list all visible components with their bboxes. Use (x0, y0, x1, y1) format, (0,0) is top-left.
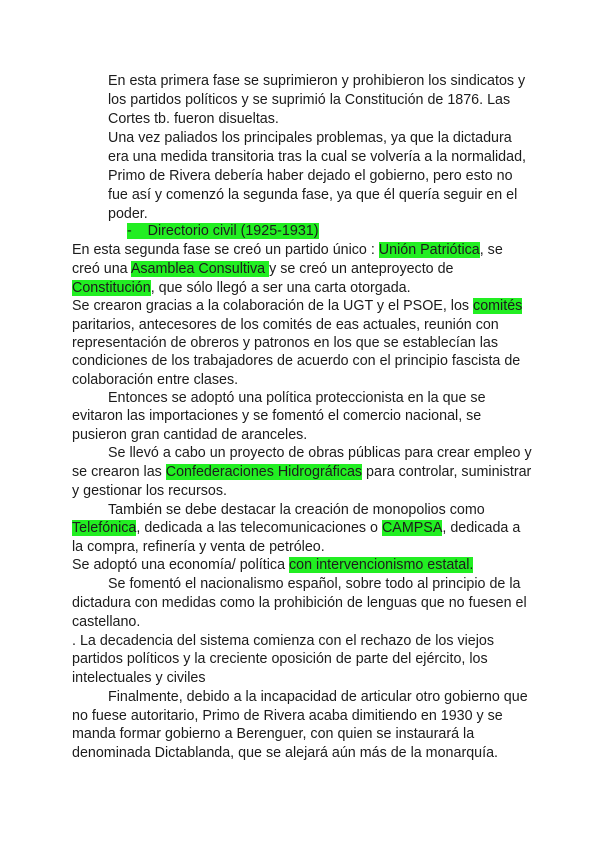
text-line (72, 556, 473, 575)
highlighted-text: CAMPSA (381, 520, 443, 536)
text-segment: . La decadencia del sistema comienza con el rechazo de los viejos (72, 633, 494, 649)
text-segment: , se (479, 242, 503, 258)
text-segment: fue así y comenzó la segunda fase, ya que él quería seguir en el (108, 187, 518, 203)
highlighted-text: Telefónica (72, 520, 137, 536)
highlighted-text: Asamblea Consultiva (130, 261, 270, 277)
text-line (108, 575, 520, 594)
text-line (108, 501, 485, 520)
text-segment: intelectuales y civiles (72, 670, 206, 686)
text-line (72, 594, 527, 613)
text-segment: era una medida transitoria tras la cual se volvería a la normalidad, (108, 149, 527, 165)
text-segment: También se debe destacar la creación de monopolios como (108, 502, 485, 518)
text-line (72, 482, 227, 501)
text-segment: poder. (108, 206, 148, 222)
text-line (108, 688, 528, 707)
text-segment: para controlar, suministrar (362, 464, 532, 480)
text-line (72, 334, 498, 353)
text-segment: creó una (72, 261, 131, 277)
highlighted-text: comités (473, 298, 523, 314)
text-segment: Entonces se adoptó una política proteccionista en la que se (108, 390, 486, 406)
text-segment: Se fomentó el nacionalismo español, sobre todo al principio de la (108, 576, 521, 592)
text-line (72, 260, 454, 279)
text-line (72, 463, 531, 482)
highlighted-text: Unión Patriótica (378, 242, 480, 258)
text-line (72, 407, 481, 426)
text-segment: no fuese autoritario, Primo de Rivera acaba dimitiendo en 1930 y se (72, 708, 503, 724)
text-segment: colaboración entre clases. (72, 372, 239, 388)
text-segment: evitaron las importaciones y se fomentó el comercio nacional, se (72, 408, 482, 424)
text-line (108, 186, 517, 205)
text-line (72, 241, 503, 260)
text-line (72, 297, 522, 316)
text-segment: denominada Dictablanda, que se alejará aún más de la monarquía. (72, 745, 499, 761)
text-segment: condiciones de los trabajadores de acuerdo con el principio fascista de (72, 353, 521, 369)
text-line (108, 389, 486, 408)
text-segment: , que sólo llegó a ser una carta otorgada. (150, 280, 411, 296)
text-segment: Una vez paliados los principales problemas, ya que la dictadura (108, 130, 512, 146)
text-segment: se crearon las (72, 464, 166, 480)
text-segment: partidos políticos y la creciente oposición de parte del ejército, los (72, 651, 488, 667)
text-line (72, 426, 307, 445)
text-segment: y gestionar los recursos. (72, 483, 227, 499)
text-segment: Se adoptó una economía/ política (72, 557, 289, 573)
text-line (72, 744, 498, 763)
text-line (72, 725, 474, 744)
text-segment: Primo de Rivera debería haber dejado el gobierno, pero esto no (108, 168, 513, 184)
text-line (72, 316, 499, 335)
text-line (72, 632, 494, 651)
text-segment: representación de obreros y patronos en los que se establecían las (72, 335, 498, 351)
highlighted-text: Constitución (72, 280, 151, 296)
text-line (72, 707, 503, 726)
text-segment: y se creó un anteproyecto de (269, 261, 454, 277)
text-line (72, 371, 238, 390)
text-line (72, 650, 488, 669)
text-line (72, 538, 325, 557)
text-line (108, 91, 510, 110)
text-segment: pusieron gran cantidad de aranceles. (72, 427, 308, 443)
text-segment: castellano. (72, 614, 141, 630)
text-segment: Se crearon gracias a la colaboración de la UGT y el PSOE, los (72, 298, 474, 314)
text-segment: los partidos políticos y se suprimió la Constitución de 1876. Las (108, 92, 511, 108)
text-line (72, 669, 206, 688)
highlighted-text: Confederaciones Hidrográficas (165, 464, 363, 480)
text-segment: la compra, refinería y venta de petróleo. (72, 539, 325, 555)
text-segment: Finalmente, debido a la incapacidad de articular otro gobierno que (108, 689, 528, 705)
text-line (108, 148, 526, 167)
text-segment: dictadura con medidas como la prohibición de lenguas que no fuesen el (72, 595, 527, 611)
text-line (72, 279, 411, 298)
highlighted-text: - Directorio civil (1925-1931) (127, 223, 319, 239)
text-line (127, 222, 319, 241)
text-segment: Cortes tb. fueron disueltas. (108, 111, 279, 127)
highlighted-text: con intervencionismo estatal. (289, 557, 474, 573)
text-segment: paritarios, antecesores de los comités de eas actuales, reunión con (72, 317, 499, 333)
text-line (72, 352, 520, 371)
text-line (72, 519, 520, 538)
text-line (108, 72, 525, 91)
text-segment: En esta segunda fase se creó un partido único : (72, 242, 379, 258)
text-segment: Se llevó a cabo un proyecto de obras públicas para crear empleo y (108, 445, 532, 461)
text-segment: , dedicada a las telecomunicaciones o (136, 520, 382, 536)
text-segment: manda formar gobierno a Berenguer, con quien se instaurará la (72, 726, 475, 742)
text-segment: En esta primera fase se suprimieron y prohibieron los sindicatos y (108, 73, 526, 89)
text-line (108, 444, 532, 463)
text-line (108, 129, 512, 148)
text-segment: , dedicada a (442, 520, 521, 536)
text-line (72, 613, 140, 632)
text-line (108, 167, 513, 186)
text-line (108, 110, 279, 129)
